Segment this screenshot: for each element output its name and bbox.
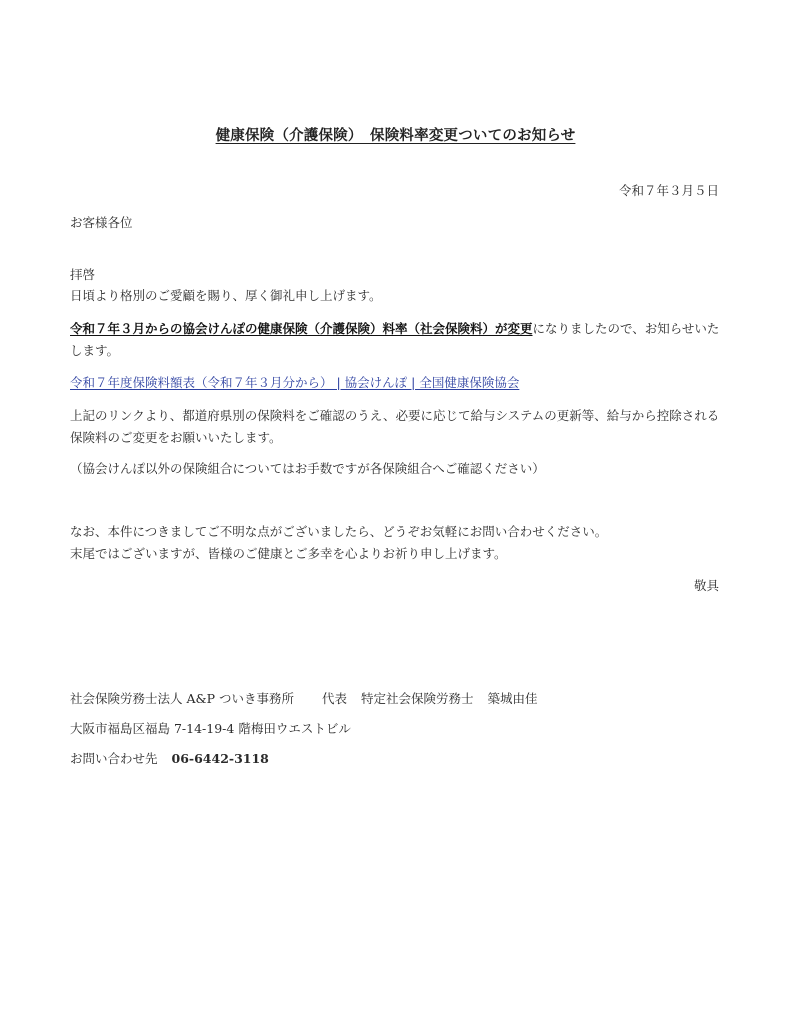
other-unions-note: （協会けんぽ以外の保険組合についてはお手数ですが各保険組合へご確認ください） xyxy=(70,461,545,476)
representative-label: 代表 xyxy=(322,691,348,706)
notice-paragraph xyxy=(70,318,725,362)
check-instruction-paragraph: 上記のリンクより、都道府県別の保険料をご確認のうえ、必要に応じて給与システムの更新等、給与から控除される保険料のご変更をお願いいたします。 xyxy=(70,408,720,445)
insurance-rate-table-link[interactable]: 令和７年度保険料額表（令和７年３月分から） | 協会けんぽ | 全国健康保険協会 xyxy=(70,375,520,390)
representative-name: 築城由佳 xyxy=(487,691,538,706)
contact-note: なお、本件につきましてご不明な点がございましたら、どうぞお気軽にお問い合わせください。 xyxy=(70,524,608,539)
phone-number: 06-6442-3118 xyxy=(171,751,269,766)
closing-word: 敬具 xyxy=(693,578,719,593)
document-title-text: 健康保険（介護保険） 保険料率変更ついてのお知らせ xyxy=(215,128,576,144)
link-line xyxy=(70,372,519,394)
document-title xyxy=(0,124,791,145)
signature-address: 大阪市福島区福島 7-14-19-4 階梅田ウエストビル xyxy=(70,721,351,736)
signature-contact-line xyxy=(70,749,269,767)
representative-title: 特定社会保険労務士 xyxy=(361,691,474,706)
signature-firm-line xyxy=(70,689,538,707)
greeting-text: 日頃より格別のご愛顧を賜り、厚く御礼申し上げます。 xyxy=(70,288,382,303)
notice-emphasis: 令和７年３月からの協会けんぽの健康保険（介護保険）料率（社会保険料）が変更 xyxy=(70,321,533,336)
opening-word: 拝啓 xyxy=(70,267,96,282)
salutation: お客様各位 xyxy=(70,215,133,230)
notice-rest: になりましたので、お知らせいたします。 xyxy=(70,321,720,358)
firm-name: 社会保険労務士法人 A&P ついき事務所 xyxy=(70,691,295,706)
contact-label: お問い合わせ先 xyxy=(70,751,158,766)
document-date: 令和７年３月５日 xyxy=(618,183,719,198)
closing-wish: 末尾ではございますが、皆様のご健康とご多幸を心よりお祈り申し上げます。 xyxy=(70,546,507,561)
